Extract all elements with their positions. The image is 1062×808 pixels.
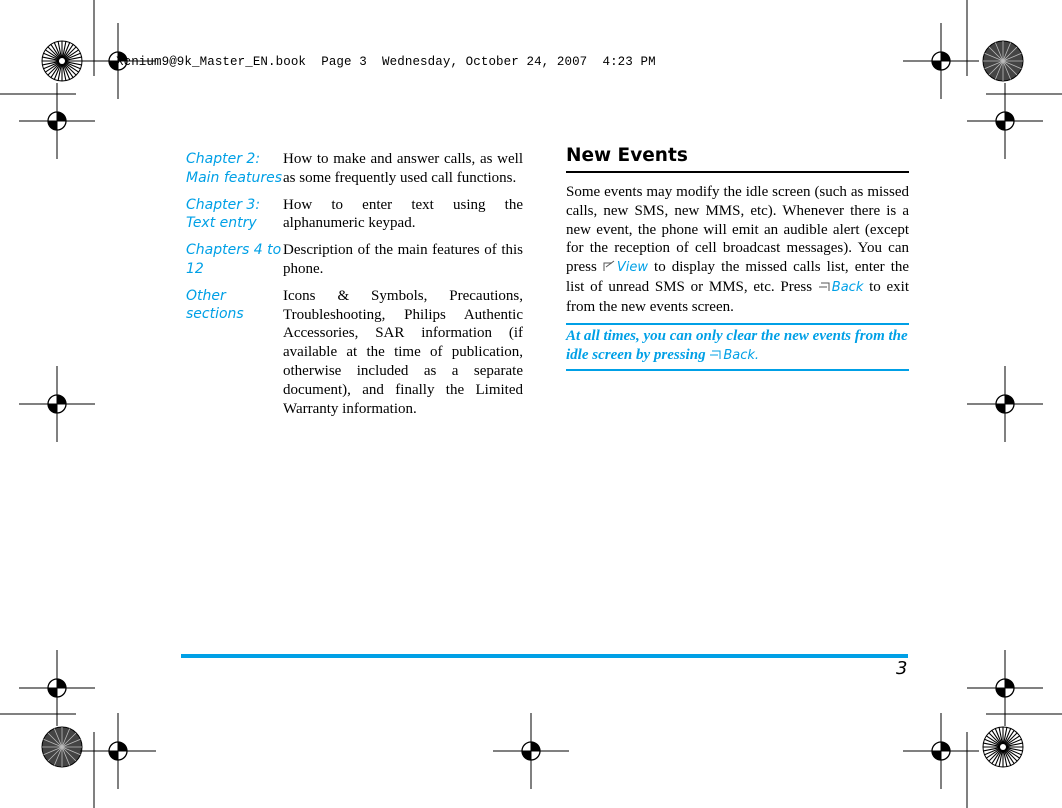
new-events-paragraph <box>566 183 909 317</box>
left-softkey-icon <box>603 260 615 272</box>
chapter-label: Chapters 4 to 12 <box>186 242 282 277</box>
back-key-label: Back <box>831 279 864 295</box>
note-box <box>566 323 909 371</box>
paragraph-text-1: Some events may modify the idle screen (such as missed calls, new SMS, new MMS, etc). Whenever there is a new event, the phone will emit an audible alert (except for the reception of cell broadcast messages). You can press <box>566 184 909 276</box>
right-softkey-icon <box>709 348 721 360</box>
chapter-description: Icons & Symbols, Precautions, Troubleshooting, Philips Authentic Accessories, SAR information (if available at the time of publication, otherwise included as a separate document), and finally the Limited Warranty information. <box>283 287 523 417</box>
paragraph-text-2: to display the missed calls list, enter the list of unread SMS or MMS, etc. Press <box>566 259 910 295</box>
table-row <box>186 287 523 419</box>
page-number: 3 <box>896 658 908 679</box>
paragraph-text-3: to exit from the new events screen. <box>566 278 909 315</box>
chapter-description: How to make and answer calls, as well as some frequently used call functions. <box>283 151 523 186</box>
section-title: New Events <box>566 145 909 173</box>
right-softkey-icon <box>818 280 830 292</box>
table-row <box>186 150 523 188</box>
chapter-label: Chapter 2: Main features <box>186 151 283 186</box>
chapter-description: How to enter text using the alphanumeric keypad. <box>283 196 523 232</box>
new-events-section <box>566 145 909 371</box>
view-key-label: View <box>616 260 648 276</box>
table-row <box>186 241 523 279</box>
note-text: At all times, you can only clear the new events from the idle screen by pressing <box>566 327 908 363</box>
table-row <box>186 196 523 234</box>
chapter-label: Other sections <box>186 287 244 323</box>
chapter-overview-table <box>186 150 523 426</box>
print-slug: Xenium9@9k_Master_EN.book Page 3 Wednesday, October 24, 2007 4:23 PM <box>116 55 656 69</box>
note-back-key-label: Back. <box>723 347 760 363</box>
chapter-description: Description of the main features of this phone. <box>283 242 523 277</box>
footer-rule <box>181 654 908 658</box>
chapter-label: Chapter 3: Text entry <box>186 196 261 232</box>
